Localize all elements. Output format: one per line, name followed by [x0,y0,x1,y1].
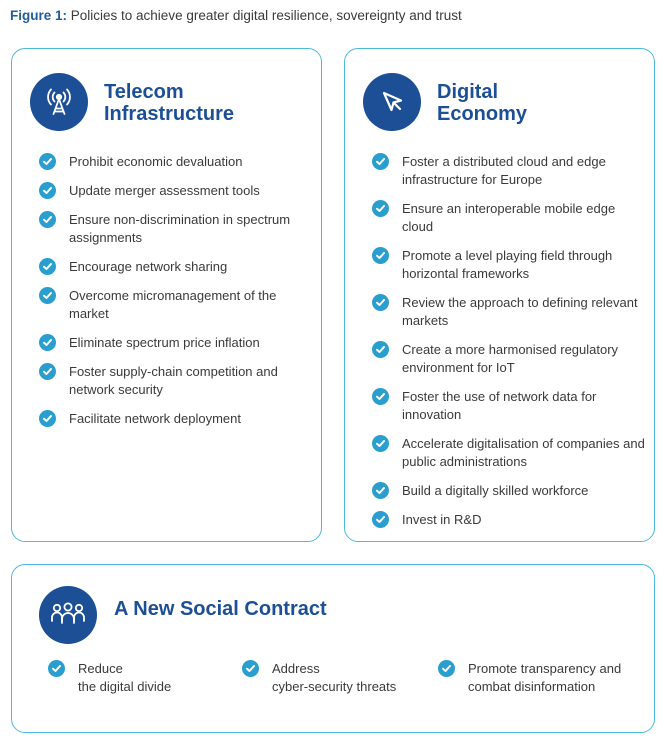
policy-item-text: Build a digitally skilled workforce [402,483,589,498]
social-item-text-line1: Promote transparency and [468,661,622,676]
policy-item [372,435,647,471]
policy-item [372,341,647,377]
check-icon [372,153,389,170]
telecom-title-line1: Telecom [104,81,184,103]
policy-item [39,258,309,276]
digital-title-line2: Economy [437,103,528,125]
social-item-text-line1: Address [272,661,320,676]
check-icon [372,247,389,264]
figure-caption [10,8,462,23]
policy-item [372,388,647,424]
policy-item [39,182,309,200]
check-icon [372,341,389,358]
policy-item [372,511,647,529]
check-icon [372,388,389,405]
policy-item-text: Review the approach to defining relevant markets [402,295,638,328]
social-policy-list [48,660,648,700]
policy-item-text: Foster the use of network data for innovation [402,389,597,422]
check-icon [372,435,389,452]
policy-item [39,363,309,399]
figure-label: Figure 1: [10,8,68,23]
check-icon [372,511,389,528]
policy-item [39,153,309,171]
social-item-text-line2: combat disinformation [468,679,596,694]
check-icon [39,153,56,170]
social-item-cyber-security [242,660,432,696]
policy-item-text: Foster supply-chain competition and network security [69,364,278,397]
policy-item-text: Facilitate network deployment [69,411,241,426]
check-icon [39,334,56,351]
social-contract-panel [11,564,655,733]
check-icon [39,211,56,228]
policy-item-text: Promote a level playing field through horizontal frameworks [402,248,613,281]
policy-item [372,247,647,283]
policy-item-text: Invest in R&D [402,512,482,527]
social-item-text-line2: cyber-security threats [272,679,397,694]
policy-item [372,153,647,189]
telecom-title-line2: Infrastructure [104,103,235,125]
policy-item-text: Create a more harmonised regulatory environment for IoT [402,342,619,375]
check-icon [372,200,389,217]
check-icon [39,287,56,304]
telecom-title [104,81,304,125]
check-icon [242,660,259,677]
policy-item [39,334,309,352]
policy-item-text: Accelerate digitalisation of companies and public administrations [402,436,645,469]
check-icon [39,363,56,380]
check-icon [48,660,65,677]
social-item-text-line2: the digital divide [78,679,172,694]
telecom-infrastructure-panel [11,48,322,542]
policy-item [39,287,309,323]
check-icon [372,482,389,499]
digital-economy-panel [344,48,655,542]
antenna-icon [30,73,88,131]
policy-item-text: Encourage network sharing [69,259,228,274]
telecom-policy-list [39,153,309,439]
policy-item [372,200,647,236]
check-icon [39,182,56,199]
social-item-digital-divide [48,660,228,696]
policy-item-text: Update merger assessment tools [69,183,260,198]
policy-item [39,211,309,247]
policy-item-text: Prohibit economic devaluation [69,154,243,169]
policy-item-text: Foster a distributed cloud and edge infrastructure for Europe [402,154,606,187]
digital-title-line1: Digital [437,81,499,103]
check-icon [372,294,389,311]
social-item-text-line1: Reduce [78,661,123,676]
check-icon [39,258,56,275]
check-icon [438,660,455,677]
policy-item [39,410,309,428]
digital-title [437,81,637,125]
policy-item-text: Eliminate spectrum price inflation [69,335,260,350]
figure-caption-text: Policies to achieve greater digital resilience, sovereignty and trust [67,8,462,23]
people-group-icon [39,586,97,644]
cursor-icon [363,73,421,131]
policy-item [372,294,647,330]
policy-item-text: Overcome micromanagement of the market [69,288,277,321]
social-item-transparency [438,660,648,696]
policy-item-text: Ensure an interoperable mobile edge cloud [402,201,616,234]
digital-policy-list [372,153,647,540]
social-title: A New Social Contract [114,598,327,620]
policy-item [372,482,647,500]
check-icon [39,410,56,427]
policy-item-text: Ensure non-discrimination in spectrum assignments [69,212,291,245]
